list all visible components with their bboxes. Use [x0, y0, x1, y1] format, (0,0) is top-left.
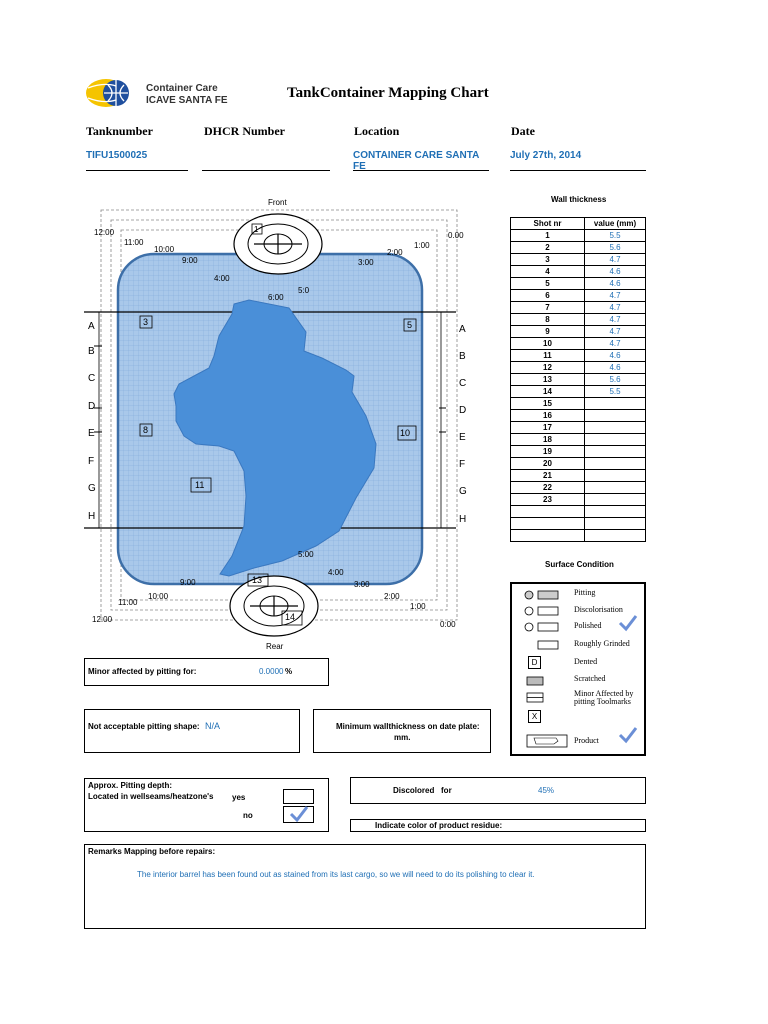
rear-label: Rear — [266, 642, 284, 651]
wt-row — [511, 530, 646, 542]
dented-icon: D — [528, 656, 541, 669]
legend-polished: Polished — [574, 621, 602, 630]
shot-11: 11 — [195, 480, 205, 490]
logo-line2: ICAVE SANTA FE — [146, 95, 228, 106]
wt-shot-cell — [511, 530, 585, 542]
center-top-0: 4:00 — [214, 274, 230, 283]
wt-shot-cell: 13 — [511, 374, 585, 386]
minimum-wall-line1: Minimum wallthickness on date plate: — [336, 722, 480, 731]
pitting-no-label: no — [243, 811, 253, 820]
wt-header-value: value (mm) — [585, 218, 646, 230]
wt-row — [511, 398, 646, 410]
wt-shot-cell: 5 — [511, 278, 585, 290]
wt-value-cell: 4.6 — [585, 266, 646, 278]
pitting-yes-label: yes — [232, 793, 246, 802]
wt-value-cell: 5.5 — [585, 230, 646, 242]
date-label: Date — [511, 124, 535, 138]
wt-row — [511, 386, 646, 398]
wt-row — [511, 494, 646, 506]
wt-value-cell — [585, 458, 646, 470]
minor-affected-icon — [526, 692, 546, 704]
remarks-text: The interior barrel has been found out as stained from its last cargo, so we will need to do its polishing to clear it. — [137, 870, 535, 879]
wt-value-cell — [585, 482, 646, 494]
wt-row — [511, 230, 646, 242]
product-residue-label: Indicate color of product residue: — [375, 821, 503, 830]
row-left-G: G — [88, 483, 96, 494]
minor-pitting-unit: % — [285, 667, 293, 676]
clock-bl-2: 9:00 — [180, 578, 196, 587]
clock-br-1: 2:00 — [384, 592, 400, 601]
wt-row — [511, 338, 646, 350]
dhcr-label: DHCR Number — [204, 124, 285, 138]
discolorisation-icon — [524, 606, 564, 616]
discolored-value: 45% — [538, 786, 555, 795]
wt-shot-cell: 2 — [511, 242, 585, 254]
front-label: Front — [268, 198, 287, 207]
tanknumber-label: Tanknumber — [86, 124, 153, 138]
location-value: CONTAINER CARE SANTA FE — [353, 150, 489, 171]
wt-header-shot: Shot nr — [511, 218, 585, 230]
logo-line1: Container Care — [146, 83, 218, 94]
check-icon — [618, 614, 638, 632]
clock-right-3: 3:00 — [358, 258, 374, 267]
wt-value-cell — [585, 506, 646, 518]
row-right-E: E — [459, 432, 466, 443]
wt-value-cell — [585, 446, 646, 458]
wt-shot-cell: 9 — [511, 326, 585, 338]
wt-row — [511, 278, 646, 290]
row-right-C: C — [459, 378, 467, 389]
pitting-icon — [524, 590, 564, 600]
shot-10: 10 — [400, 428, 411, 438]
wt-shot-cell: 20 — [511, 458, 585, 470]
surface-condition-legend — [510, 582, 646, 756]
globe-logo-icon — [86, 76, 132, 110]
wt-row — [511, 314, 646, 326]
wt-row — [511, 482, 646, 494]
clock-left-0: 12:00 — [94, 228, 115, 237]
row-right-H: H — [459, 514, 467, 525]
wt-row — [511, 434, 646, 446]
wt-value-cell: 5.5 — [585, 386, 646, 398]
row-right-F: F — [459, 459, 466, 470]
wt-shot-cell: 19 — [511, 446, 585, 458]
pitting-depth-line1: Approx. Pitting depth: — [88, 781, 172, 790]
shot-3: 3 — [143, 317, 149, 327]
wt-value-cell: 5.6 — [585, 374, 646, 386]
wt-value-cell: 4.7 — [585, 338, 646, 350]
wt-value-cell — [585, 518, 646, 530]
remarks-box — [84, 844, 646, 929]
wt-value-cell — [585, 398, 646, 410]
wt-shot-cell: 4 — [511, 266, 585, 278]
clock-br-3: 0:00 — [440, 620, 456, 629]
row-left-H: H — [88, 511, 96, 522]
wt-value-cell: 5.6 — [585, 242, 646, 254]
legend-discolorisation: Discolorisation — [574, 605, 623, 614]
clock-br-0: 1:00 — [410, 602, 426, 611]
not-acceptable-label: Not acceptable pitting shape: — [88, 722, 200, 731]
check-icon — [618, 726, 638, 744]
wt-row — [511, 266, 646, 278]
center-bottom-0: 5:00 — [298, 550, 314, 559]
pitting-depth-box — [84, 778, 329, 832]
wt-value-cell — [585, 422, 646, 434]
wt-value-cell: 4.6 — [585, 350, 646, 362]
wall-thickness-title: Wall thickness — [551, 195, 607, 204]
discolored-label: Discolored for — [393, 786, 452, 795]
legend-scratched: Scratched — [574, 674, 606, 683]
wall-thickness-table — [510, 217, 646, 542]
wt-shot-cell: 23 — [511, 494, 585, 506]
legend-dented: Dented — [574, 657, 598, 666]
wt-shot-cell: 15 — [511, 398, 585, 410]
not-acceptable-value: N/A — [205, 721, 221, 731]
product-icon — [526, 734, 570, 748]
date-value: July 27th, 2014 — [510, 150, 646, 171]
wt-value-cell: 4.7 — [585, 290, 646, 302]
wt-shot-cell: 11 — [511, 350, 585, 362]
clock-bl-3: 12:00 — [92, 615, 113, 624]
center-top-2: 5:0 — [298, 286, 310, 295]
minor-pitting-label: Minor affected by pitting for: — [88, 667, 197, 676]
wt-row — [511, 446, 646, 458]
tank-diagram — [84, 196, 474, 654]
page-title: TankContainer Mapping Chart — [287, 85, 489, 101]
minor-pitting-value: 0.0000 — [259, 667, 284, 676]
surface-condition-title: Surface Condition — [545, 560, 614, 569]
wt-row — [511, 254, 646, 266]
toolmarks-icon: X — [528, 710, 541, 723]
wt-shot-cell: 22 — [511, 482, 585, 494]
legend-minor-affected: Minor Affected by pitting Toolmarks — [574, 689, 634, 706]
minimum-wall-line2: mm. — [394, 733, 411, 742]
clock-left-3: 9:00 — [182, 256, 198, 265]
legend-product: Product — [574, 736, 599, 745]
wt-shot-cell: 12 — [511, 362, 585, 374]
wt-shot-cell: 17 — [511, 422, 585, 434]
pitting-yes-checkbox[interactable] — [283, 789, 314, 804]
location-label: Location — [354, 124, 400, 138]
shot-13: 13 — [252, 575, 263, 585]
wt-shot-cell: 7 — [511, 302, 585, 314]
remarks-label: Remarks Mapping before repairs: — [88, 847, 216, 856]
wt-shot-cell: 14 — [511, 386, 585, 398]
wt-value-cell — [585, 434, 646, 446]
wt-value-cell: 4.7 — [585, 326, 646, 338]
wt-shot-cell: 1 — [511, 230, 585, 242]
shot-5: 5 — [407, 320, 413, 330]
wt-value-cell — [585, 494, 646, 506]
pitting-no-checkbox[interactable] — [283, 806, 314, 823]
wt-shot-cell: 8 — [511, 314, 585, 326]
row-right-B: B — [459, 351, 466, 362]
discolored-box — [350, 777, 646, 804]
wt-shot-cell — [511, 506, 585, 518]
dhcr-value — [202, 150, 330, 171]
wt-value-cell: 4.6 — [585, 278, 646, 290]
wt-shot-cell: 16 — [511, 410, 585, 422]
legend-roughly-grinded: Roughly Grinded — [574, 639, 630, 648]
polished-icon — [524, 622, 564, 632]
wt-row — [511, 374, 646, 386]
shot-1: 1 — [254, 225, 259, 234]
row-left-C: C — [88, 373, 96, 384]
clock-right-2: 2:00 — [387, 248, 403, 257]
clock-right-1: 1:00 — [414, 241, 430, 250]
roughly-grinded-icon — [524, 640, 564, 650]
legend-pitting: Pitting — [574, 588, 596, 597]
row-left-F: F — [88, 456, 95, 467]
wt-shot-cell: 18 — [511, 434, 585, 446]
wt-value-cell: 4.7 — [585, 254, 646, 266]
wt-value-cell — [585, 410, 646, 422]
clock-left-2: 10:00 — [154, 245, 175, 254]
wt-row — [511, 350, 646, 362]
wt-row — [511, 470, 646, 482]
center-bottom-1: 4:00 — [328, 568, 344, 577]
product-residue-box — [350, 819, 646, 832]
wt-row — [511, 242, 646, 254]
wt-row — [511, 290, 646, 302]
row-left-B: B — [88, 346, 95, 357]
company-logo — [86, 76, 236, 112]
wt-row — [511, 362, 646, 374]
row-left-E: E — [88, 428, 95, 439]
row-right-A: A — [459, 324, 466, 335]
wt-shot-cell: 21 — [511, 470, 585, 482]
wt-row — [511, 302, 646, 314]
clock-br-2: 3:00 — [354, 580, 370, 589]
shot-14: 14 — [285, 612, 296, 622]
pitting-depth-line2: Located in wellseams/heatzone's — [88, 792, 214, 801]
row-right-G: G — [459, 486, 467, 497]
clock-right-0: 0.00 — [448, 231, 464, 240]
row-left-A: A — [88, 321, 95, 332]
wt-value-cell: 4.6 — [585, 362, 646, 374]
wt-shot-cell: 3 — [511, 254, 585, 266]
check-icon — [289, 805, 311, 823]
clock-left-1: 11:00 — [124, 238, 144, 247]
wt-row — [511, 422, 646, 434]
wt-value-cell: 4.7 — [585, 302, 646, 314]
row-right-D: D — [459, 405, 467, 416]
center-top-1: 6:00 — [268, 293, 284, 302]
wt-value-cell — [585, 530, 646, 542]
wt-row — [511, 506, 646, 518]
wt-row — [511, 326, 646, 338]
row-left-D: D — [88, 401, 96, 412]
wt-value-cell: 4.7 — [585, 314, 646, 326]
minimum-wall-box — [313, 709, 491, 753]
wt-shot-cell: 10 — [511, 338, 585, 350]
wt-row — [511, 410, 646, 422]
wt-value-cell — [585, 470, 646, 482]
wt-shot-cell — [511, 518, 585, 530]
shot-8: 8 — [143, 425, 149, 435]
clock-bl-1: 10:00 — [148, 592, 169, 601]
wt-row — [511, 518, 646, 530]
scratched-icon — [526, 676, 546, 686]
tanknumber-value: TIFU1500025 — [86, 150, 188, 171]
wt-shot-cell: 6 — [511, 290, 585, 302]
clock-bl-0: 11:00 — [118, 598, 138, 607]
minor-pitting-box — [84, 658, 329, 686]
not-acceptable-box — [84, 709, 300, 753]
wt-row — [511, 458, 646, 470]
